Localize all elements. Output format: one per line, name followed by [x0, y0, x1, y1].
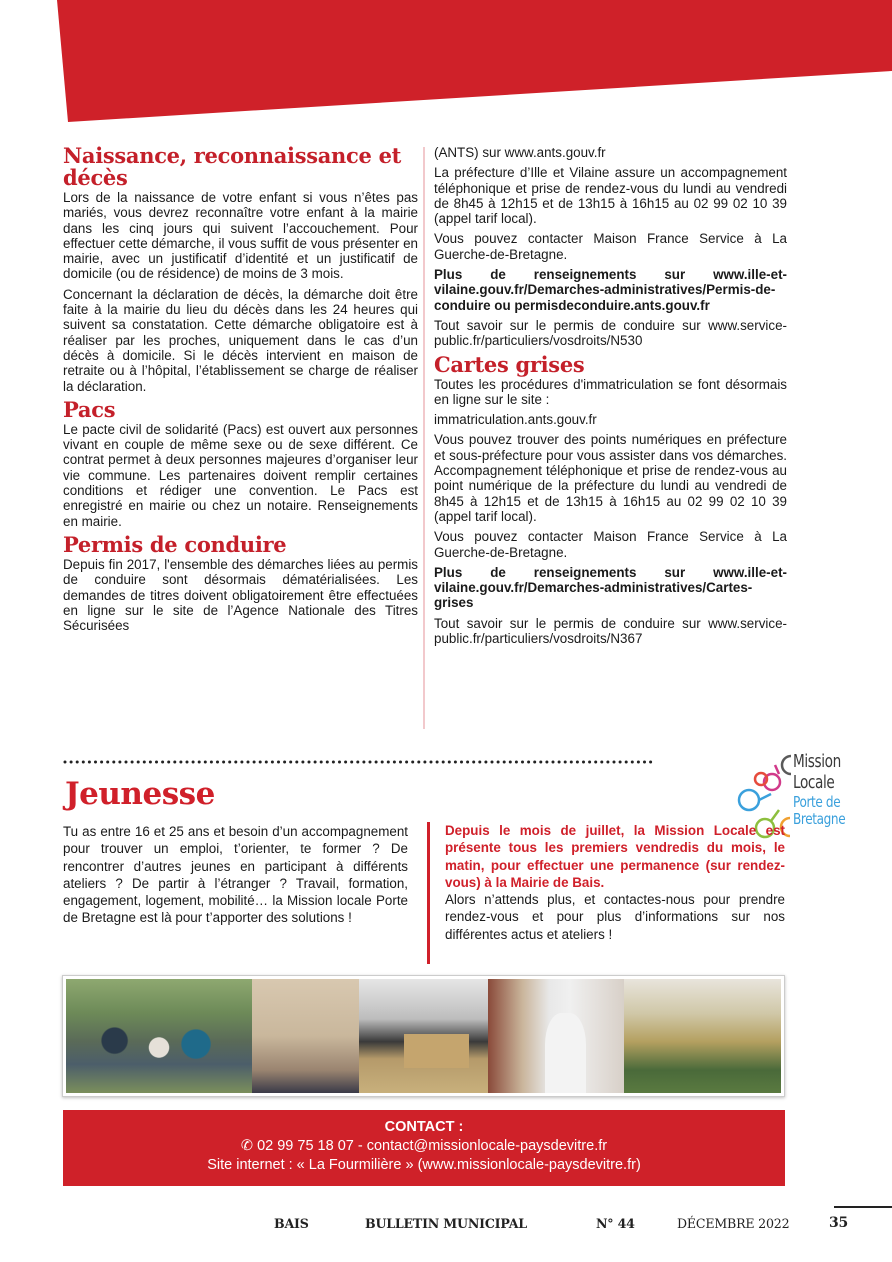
paragraph: (ANTS) sur www.ants.gouv.fr — [434, 145, 606, 160]
jeunesse-right-text — [445, 822, 785, 948]
paragraph: Alors n’attends plus, et contactes-nous pour prendre rendez-vous et pour plus d’informations sur nos différentes actus et ateliers ! — [445, 892, 785, 942]
more-info-link[interactable]: Plus de renseignements sur www.ille-et-vilaine.gouv.fr/Demarches-administratives/Cartes-grises — [434, 564, 787, 611]
more-info-link[interactable]: Plus de renseignements sur www.ille-et-vilaine.gouv.fr/Demarches-administratives/Permis-de-conduire ou permisdeconduire.ants.gouv.fr — [434, 267, 787, 313]
contact-title: CONTACT : — [384, 1119, 464, 1135]
logo-text: Porte de — [793, 793, 841, 811]
photo-wall-group — [252, 979, 359, 1093]
paragraph: Vous pouvez contacter Maison France Service à La Guerche-de-Bretagne. — [434, 529, 787, 560]
paragraph: Vous pouvez contacter Maison France Service à La Guerche-de-Bretagne. — [434, 231, 787, 262]
highlight-paragraph: Depuis le mois de juillet, la Mission Locale est présente tous les premiers vendredis du mois, le matin, pour effectuer une permanence (sur rendez-vous) à la Mairie de Bais. — [445, 823, 785, 890]
section-title-jeunesse: Jeunesse — [65, 776, 215, 812]
photo-workshop — [488, 979, 624, 1093]
photo-group-outdoor — [66, 979, 252, 1093]
paragraph: Depuis fin 2017, l'ensemble des démarches liées au permis de conduire sont désormais dématérialisées. Les demandes de titres doivent obligatoirement être effectuées en ligne sur le site de l’Agence Nationale des Titres Sécurisées — [63, 556, 418, 634]
paragraph: Tout savoir sur le permis de conduire sur www.service-public.fr/particuliers/vosdroits/N367 — [434, 615, 787, 647]
paragraph: immatriculation.ants.gouv.fr — [434, 412, 597, 428]
jeunesse-left-text — [63, 823, 408, 932]
paragraph: Tout savoir sur le permis de conduire sur www.service-public.fr/particuliers/vosdroits/N530 — [434, 317, 787, 349]
dotted-separator — [63, 758, 655, 766]
section-title-pacs: Pacs — [63, 396, 116, 422]
left-column — [63, 145, 418, 638]
contact-phone-email[interactable]: 02 99 75 18 07 - contact@missionlocale-paysdevitre.fr — [257, 1138, 608, 1154]
page-number: 35 — [829, 1215, 849, 1231]
phone-icon: ✆ — [240, 1138, 258, 1154]
contact-box — [63, 1110, 785, 1186]
footer-issue: N° 44 — [596, 1216, 635, 1231]
paragraph: Tu as entre 16 et 25 ans et besoin d’un accompagnement pour trouver un emploi, t’orienter, te former ? De rencontrer d’autres jeunes en participant à différents ateliers ? De partir à l’étranger ? Travail, formation, engagement, logement, mobilité… la Mission locale Porte de Bretagne est là pour t’apporter des solutions ! — [63, 824, 408, 926]
jeunesse-divider — [427, 822, 430, 964]
photo-sign-group — [359, 979, 488, 1093]
footer-rule — [834, 1206, 892, 1208]
section-title-permis: Permis de conduire — [63, 531, 287, 557]
photo-outdoor-group — [624, 979, 781, 1093]
footer-date: DÉCEMBRE 2022 — [677, 1216, 790, 1231]
logo-text: Bretagne — [793, 810, 846, 828]
paragraph: Toutes les procédures d'immatriculation se font désormais en ligne sur le site : — [434, 376, 787, 407]
logo-text: Locale — [793, 773, 835, 793]
paragraph: Le pacte civil de solidarité (Pacs) est ouvert aux personnes vivant en couple de même sexe ou de sexe différent. Ce contrat permet à deux personnes majeures d’organiser leur vie commune. Les partenaires doivent remplir certaines conditions et rédiger une convention. Le Pacs est enregistré en mairie ou chez un notaire. Renseignements en mairie. — [63, 421, 418, 529]
photo-strip — [62, 975, 785, 1097]
footer-publication: BULLETIN MUNICIPAL — [365, 1216, 527, 1231]
paragraph: Lors de la naissance de votre enfant si vous n’êtes pas mariés, vous devrez reconnaître votre enfant à la mairie dans les cinq jours qui suivent l’accouchement. Pour effectuer cette démarche, il vous suffit de vous présenter en mairie, avec un justificatif d’identité et un justificatif de domicile (ou de résidence) de moins de 3 mois. — [63, 190, 418, 282]
paragraph: Vous pouvez trouver des points numériques en préfecture et sous-préfecture pour vous assister dans vos démarches. Accompagnement téléphonique et prise de rendez-vous au point numérique de la préfecture du lundi au vendredi de 8h45 à 12h15 et de 13h15 à 16h15 au 02 99 02 10 39 (appel tarif local). — [434, 432, 787, 524]
section-title-naissance: Naissance, reconnaissance et décès — [63, 143, 402, 190]
logo-text: Mission — [793, 752, 841, 772]
section-title-cartes-grises: Cartes grises — [434, 351, 585, 377]
header-red-band — [0, 0, 892, 125]
paragraph: La préfecture d’Ille et Vilaine assure un accompagnement téléphonique et prise de rendez-vous du lundi au vendredi de 8h45 à 12h15 et de 13h15 à 16h15 au 02 99 02 10 39 (appel tarif local). — [434, 165, 787, 227]
contact-website[interactable]: Site internet : « La Fourmilière » (www.missionlocale-paysdevitre.fr) — [207, 1157, 641, 1173]
right-column — [434, 145, 787, 651]
footer-town: BAIS — [274, 1216, 309, 1231]
paragraph: Concernant la déclaration de décès, la démarche doit être faite à la mairie du lieu du décès dans les 24 heures qui suivent sa constatation. Cette démarche obligatoire est à réaliser par les proches, uniquement dans le cas d’un décès à domicile. Si le décès intervient en maison de retraite ou à l’hôpital, l’établissement se charge de réaliser la déclaration. — [63, 286, 418, 394]
column-divider — [423, 147, 425, 729]
